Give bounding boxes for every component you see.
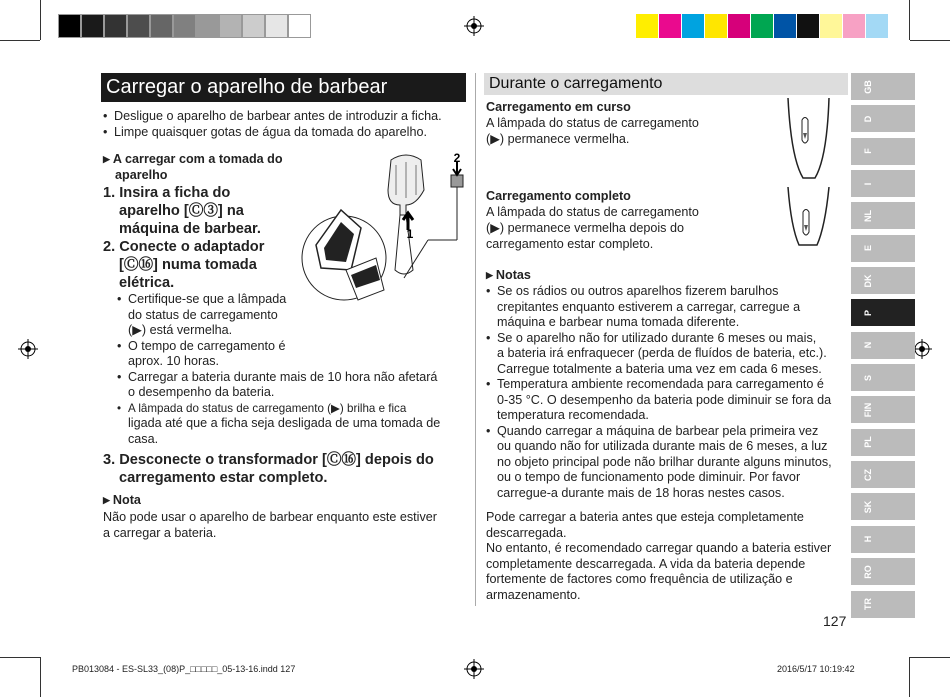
crop-mark (909, 0, 910, 40)
tab-label: CZ (863, 468, 873, 481)
note-cont: a bateria irá enfraquecer (perda de fluídos de bateria, etc.). (497, 346, 827, 360)
color-swatch (636, 14, 659, 38)
footer-file-info: PB013084 - ES-SL33_(08)P_□□□□□_05-13-16.indd 127 (72, 664, 296, 674)
color-swatch (705, 14, 728, 38)
language-tab-d[interactable] (851, 105, 915, 132)
bullet-item: • Limpe quaisquer gotas de água da tomada do aparelho. (103, 125, 468, 141)
shaver-lamp-illustration (783, 187, 833, 247)
tab-label: SK (863, 500, 873, 514)
gray-swatch (288, 14, 311, 38)
charging-complete-text: A lâmpada do status de carregamento (486, 205, 699, 219)
gray-swatch (219, 14, 242, 38)
color-swatch (682, 14, 705, 38)
language-tab-fin[interactable] (851, 396, 915, 423)
tab-label: F (863, 148, 873, 154)
registration-mark-icon (464, 16, 484, 36)
gray-color-bar (58, 14, 311, 38)
bullet-cont: casa. (128, 431, 159, 446)
bullet-item: • A lâmpada do status de carregamento (▶) brilha e fica (117, 401, 467, 417)
note-cont: máquina e barbear numa tomada diferente. (497, 315, 740, 329)
language-tab-nl[interactable] (851, 202, 915, 229)
note-cont: ou o tempo de funcionamento pode diminuir. Por favor (497, 470, 801, 484)
language-tab-pl[interactable] (851, 429, 915, 456)
color-swatch (820, 14, 843, 38)
language-tab-sk[interactable] (851, 493, 915, 520)
closing-paragraphs (486, 510, 851, 603)
charging-in-progress-heading: Carregamento em curso (486, 100, 631, 114)
step-1-line: aparelho [Ⓒ③] na (119, 203, 244, 219)
crop-mark (910, 657, 950, 658)
note-item: • Se o aparelho não for utilizado durante 6 meses ou mais, (486, 331, 851, 347)
notas-heading: ▶ Notas (486, 268, 531, 284)
tab-label: H (863, 536, 873, 543)
footer-timestamp: 2016/5/17 10:19:42 (777, 664, 855, 674)
step-2-line: elétrica. (119, 275, 175, 291)
bullet-item: • Desligue o aparelho de barbear antes de introduzir a ficha. (103, 109, 468, 125)
bullet-cont: aprox. 10 horas. (128, 354, 220, 368)
language-tab-tr[interactable] (851, 591, 915, 618)
note-item: • Temperatura ambiente recomendada para carregamento é (486, 377, 851, 393)
figure-label-2: 2 (453, 151, 461, 165)
cmyk-color-bar (636, 14, 889, 38)
bullet-cont: (▶) está vermelha. (128, 323, 233, 337)
crop-mark (40, 657, 41, 697)
charging-in-progress-text: A lâmpada do status de carregamento (486, 116, 699, 130)
paragraph-line: No entanto, é recomendado carregar quando a bateria estiver (486, 541, 832, 555)
language-tab-e[interactable] (851, 235, 915, 262)
tab-label: PL (863, 436, 873, 449)
charging-in-progress-text: (▶) permanece vermelha. (486, 132, 630, 146)
charging-complete-text: (▶) permanece vermelha depois do (486, 221, 684, 235)
language-tab-cz[interactable] (851, 461, 915, 488)
tab-label: TR (863, 598, 873, 610)
gray-swatch (58, 14, 81, 38)
crop-mark (40, 0, 41, 40)
note-item: • Se os rádios ou outros aparelhos fizerem barulhos (486, 284, 851, 300)
color-swatch (659, 14, 682, 38)
gray-swatch (173, 14, 196, 38)
tab-label: DK (863, 274, 873, 288)
notas-list (486, 284, 851, 501)
paragraph-line: Pode carregar a bateria antes que esteja completamente (486, 510, 804, 524)
gray-swatch (242, 14, 265, 38)
tab-label: GB (863, 79, 873, 94)
tab-label: N (863, 342, 873, 349)
nota-text: Não pode usar o aparelho de barbear enquanto este estiver (103, 510, 437, 524)
language-tab-ro[interactable] (851, 558, 915, 585)
bullet-cont: do status de carregamento (128, 307, 278, 322)
language-tab-f[interactable] (851, 138, 915, 165)
nota-heading: ▶ Nota (103, 493, 141, 509)
tab-label: P (863, 309, 873, 316)
gray-swatch (81, 14, 104, 38)
registration-mark-icon (18, 339, 38, 359)
bullet-item: • Certifique-se que a lâmpada (117, 292, 467, 308)
figure-label-1: 1 (406, 227, 414, 241)
language-tabs (851, 73, 915, 623)
crop-mark (0, 40, 40, 41)
note-cont: crepitantes enquanto estiverem a carregar, carregue a (497, 299, 801, 314)
gray-swatch (104, 14, 127, 38)
language-tab-p[interactable] (851, 299, 915, 326)
paragraph-line: completamente descarregada. A vida da bateria depende (486, 556, 806, 571)
color-swatch (774, 14, 797, 38)
color-swatch (843, 14, 866, 38)
nota-text: a carregar a bateria. (103, 526, 217, 540)
sub-heading: ▶ A carregar com a tomada do (103, 152, 283, 168)
color-swatch (728, 14, 751, 38)
bullet-item: • O tempo de carregamento é (117, 339, 467, 355)
step-1-line: 1. Insira a ficha do (103, 185, 231, 201)
crop-mark (909, 657, 910, 697)
step-2-line: 2. Conecte o adaptador (103, 239, 265, 255)
tab-label: NL (863, 209, 873, 222)
registration-mark-icon (912, 339, 932, 359)
note-item: • Quando carregar a máquina de barbear pela primeira vez (486, 424, 851, 440)
language-tab-s[interactable] (851, 364, 915, 391)
language-tab-dk[interactable] (851, 267, 915, 294)
crop-mark (910, 40, 950, 41)
tab-label: FIN (863, 402, 873, 418)
note-cont: Carregue totalmente a bateria uma vez em cada 6 meses. (497, 361, 822, 376)
step-1-line: máquina de barbear. (119, 221, 261, 237)
bullet-cont: ligada até que a ficha seja desligada de uma tomada de (128, 416, 441, 430)
paragraph-line: fortemente de factores como frequência de utilização e (486, 572, 793, 586)
intro-bullets (103, 109, 468, 140)
color-swatch (797, 14, 820, 38)
paragraph-line: descarregada. (486, 525, 567, 540)
registration-mark-icon (464, 659, 484, 679)
gray-swatch (265, 14, 288, 38)
charging-complete-text: carregamento estar completo. (486, 237, 654, 251)
step-3-line: carregamento estar completo. (119, 470, 328, 486)
step-3-line: 3. Desconecte o transformador [Ⓒ⑯] depois do (103, 452, 434, 468)
section-title-charging: Carregar o aparelho de barbear (101, 73, 466, 102)
note-cont: 0-35 °C. O desempenho da bateria pode diminuir se fora da (497, 392, 832, 407)
crop-mark (0, 657, 40, 658)
note-cont: temperatura recomendada. (497, 408, 649, 422)
step-2-bullets (117, 292, 467, 447)
charging-complete-heading: Carregamento completo (486, 189, 631, 203)
language-tab-i[interactable] (851, 170, 915, 197)
note-cont: no objeto principal pode não brilhar durante alguns minutos, (497, 454, 832, 469)
note-cont: ou quando não for utilizada durante mais de 6 meses, a luz (497, 439, 828, 453)
bullet-item: • Carregar a bateria durante mais de 10 hora não afetará (117, 370, 467, 386)
tab-label: I (863, 182, 873, 185)
step-2-line: [Ⓒ⑯] numa tomada (119, 257, 257, 273)
note-cont: carregue-a durante mais de 18 horas nestes casos. (497, 485, 785, 500)
color-swatch (751, 14, 774, 38)
tab-label: D (863, 115, 873, 123)
page-number: 127 (823, 613, 847, 629)
language-tab-gb[interactable] (851, 73, 915, 100)
language-tab-h[interactable] (851, 526, 915, 553)
tab-label: RO (863, 564, 873, 579)
language-tab-n[interactable] (851, 332, 915, 359)
shaver-lamp-illustration (783, 98, 833, 183)
gray-swatch (196, 14, 219, 38)
bullet-cont: o desempenho da bateria. (128, 385, 275, 399)
column-divider (475, 73, 476, 606)
shaver-charging-illustration (296, 150, 468, 310)
tab-label: E (863, 245, 873, 252)
paragraph-line: armazenamento. (486, 587, 581, 602)
gray-swatch (127, 14, 150, 38)
color-swatch (866, 14, 889, 38)
tab-label: S (863, 374, 873, 381)
section-title-during-charging: Durante o carregamento (484, 73, 848, 95)
gray-swatch (150, 14, 173, 38)
sub-heading-cont: aparelho (115, 168, 168, 182)
